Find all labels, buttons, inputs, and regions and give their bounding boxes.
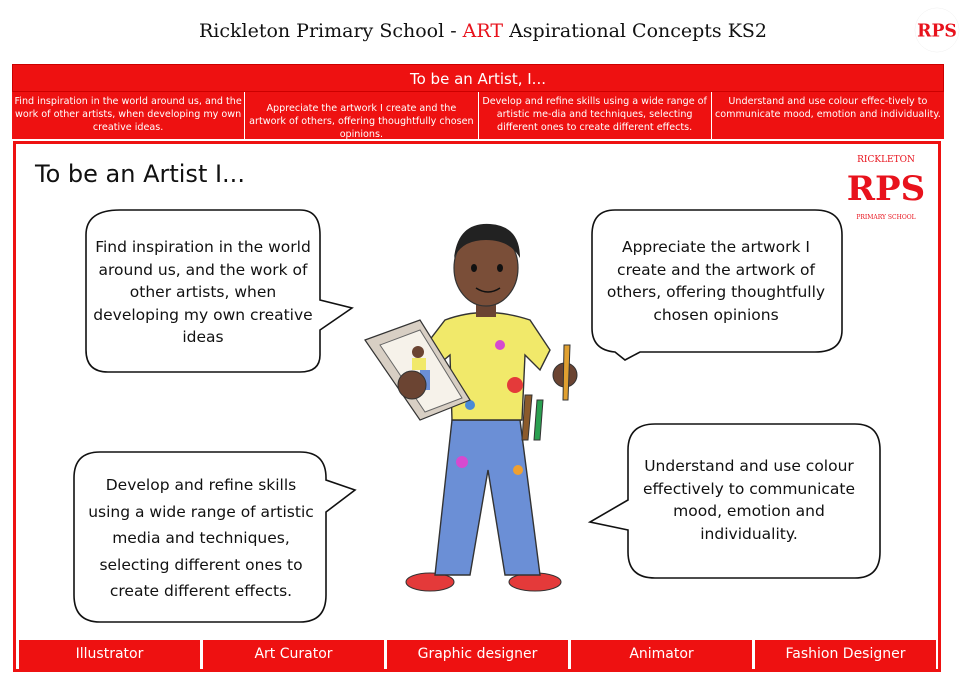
title-suffix: Aspirational Concepts KS2 <box>503 20 768 42</box>
logo-initials-large: RPS <box>846 169 926 209</box>
banner-cell-skills: Develop and refine skills using a wide range of artistic me-dia and techniques, selecting different ones to create different effects. <box>479 92 712 139</box>
title-accent: ART <box>462 20 504 42</box>
banner-heading: To be an Artist, I... <box>12 64 944 92</box>
banner-cell-inspiration: Find inspiration in the world around us, and the work of other artists, when developing my own creative ideas. <box>12 92 245 139</box>
bubble-text-appreciate: Appreciate the artwork I create and the artwork of others, offering thoughtfully chosen opinions <box>606 238 826 324</box>
logo-initials: RPS <box>917 21 957 42</box>
logo-bottom-text: PRIMARY SCHOOL <box>856 214 916 221</box>
career-animator: Animator <box>571 640 752 669</box>
title-prefix: Rickleton Primary School - <box>198 20 463 42</box>
school-logo-large <box>847 149 925 225</box>
careers-bar <box>19 640 936 669</box>
career-fashion-designer: Fashion Designer <box>755 640 936 669</box>
bubble-text-skills: Develop and refine skills using a wide range of artistic media and techniques, selecting different ones to create different effects. <box>88 476 314 600</box>
career-graphic-designer: Graphic designer <box>387 640 568 669</box>
bubble-text-colour: Understand and use colour effectively to communicate mood, emotion and individuality. <box>642 457 856 543</box>
career-illustrator: Illustrator <box>19 640 200 669</box>
logo-top-text: RICKLETON <box>857 155 915 165</box>
bubble-text-inspiration: Find inspiration in the world around us, and the work of other artists, when developing my own creative ideas <box>93 238 313 346</box>
main-heading: To be an Artist I... <box>35 160 245 188</box>
banner-cell-colour: Understand and use colour effec-tively to communicate mood, emotion and individuality. <box>712 92 944 139</box>
banner-cell-appreciate: Appreciate the artwork I create and the artwork of others, offering thoughtfully chosen opinions. <box>245 92 478 139</box>
career-art-curator: Art Curator <box>203 640 384 669</box>
artist-boy-illustration <box>365 224 577 591</box>
